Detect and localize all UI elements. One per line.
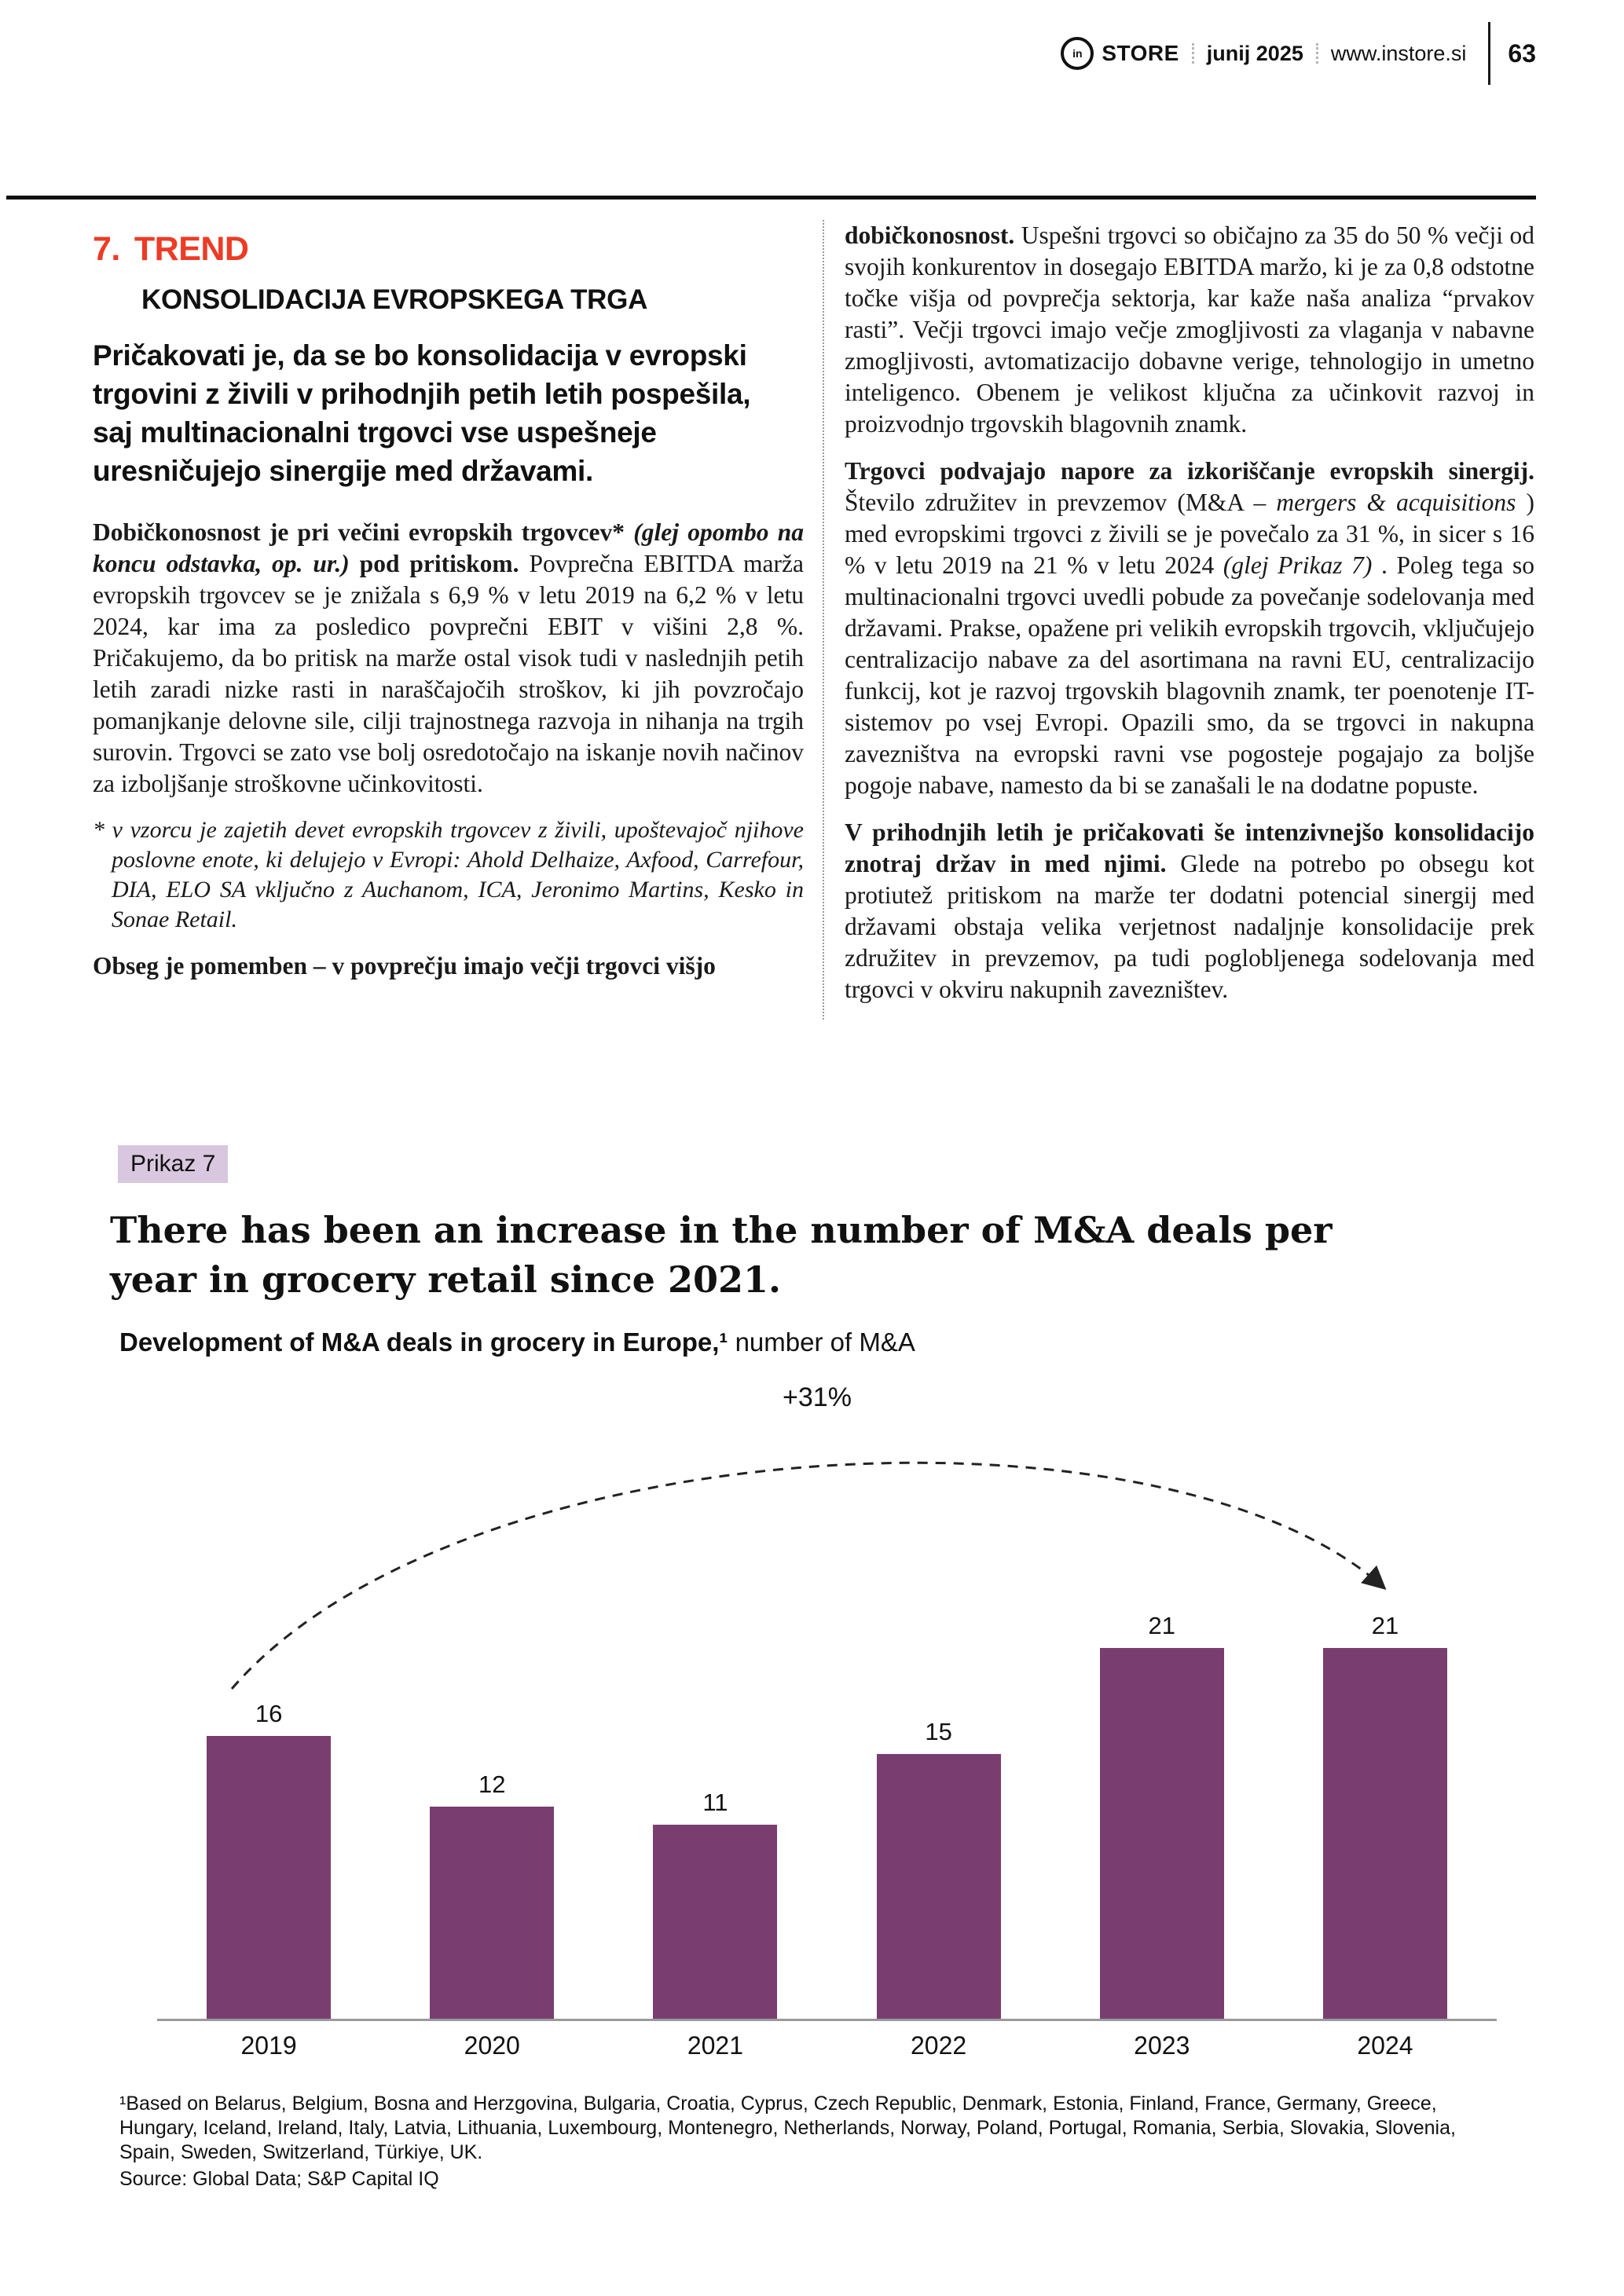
section-label: TREND — [134, 230, 249, 268]
article-headline: KONSOLIDACIJA EVROPSKEGA TRGA — [141, 284, 648, 315]
bar-group-2021 — [603, 1789, 827, 2020]
figure-footnote: ¹Based on Belarus, Belgium, Bosna and Herzgovina, Bulgaria, Croatia, Cyprus, Czech Republic, Denmark, Estonia, Finland, France, Germany, Greece, Hungary, Iceland, Ireland, Italy, Latvia, Lithuania, Luxembourg, Montenegro, Netherlands, Norway, Poland, Portugal, Romania, Serbia, Slovakia, Slovenia, Spain, Sweden, Switzerland, Türkiye, UK. — [119, 2093, 1456, 2163]
figure-notes — [119, 2092, 1490, 2192]
paragraph-text: Povprečna EBITDA marža evropskih trgovcev se je znižala s 6,9 % v letu 2019 na 6,2 % v letu 2024, kar ima za posledico povprečni EBIT v višini 2,8 %. Pričakujemo, da bo pritisk na marže ostal visok tudi v naslednjih petih letih zaradi nizke rasti in naraščajočih stroškov, ki jih povzročajo pomanjkanje delovne sile, cilji trajnostnega razvoja in nihanja na trgih surovin. Trgovci se zato vse bolj osredotočajo na iskanje novih načinov za izboljšanje stroškovne učinkovitosti. — [93, 550, 804, 797]
bar — [430, 1807, 554, 2019]
paragraph-text: ) med evropskimi trgovci z živili se je povečalo za 31 %, in sicer s 16 % v letu 2019 na 21 % v letu 2024 — [845, 489, 1535, 579]
section-number: 7. — [93, 230, 120, 268]
figure-reference: (glej Prikaz 7) — [1223, 551, 1373, 579]
issue-date: junij 2025 — [1206, 41, 1303, 65]
chart-plot — [157, 1595, 1497, 2021]
paragraph-lead: V prihodnjih letih je pričakovati še intenzivnejšo konsolidacijo znotraj držav in med njimi. — [845, 818, 1534, 877]
figure-source: Source: Global Data; S&P Capital IQ — [119, 2168, 439, 2190]
bar-group-2024 — [1274, 1612, 1497, 2020]
header-rule — [6, 196, 1536, 200]
header-divider-icon — [1192, 43, 1194, 64]
page-header — [1061, 22, 1536, 85]
bar-value-label: 21 — [1371, 1611, 1399, 1639]
chart-x-axis — [157, 2031, 1497, 2060]
left-column — [93, 517, 804, 998]
instore-logo-icon: in — [1061, 37, 1094, 70]
article-standfirst: Pričakovati je, da se bo konsolidacija v evropski trgovini z živili v prihodnjih petih letih pospešila, saj multinacionalni trgovci vse uspešneje uresničujejo sinergije med državami. — [93, 339, 751, 487]
bar-value-label: 11 — [702, 1788, 728, 1816]
x-axis-label: 2024 — [1357, 2031, 1413, 2060]
paragraph-text: Število združitev in prevzemov (M&A – — [845, 489, 1277, 516]
paragraph — [845, 220, 1534, 440]
bar — [653, 1825, 777, 2020]
bar — [207, 1736, 331, 2019]
section-kicker — [93, 230, 248, 269]
x-axis-label: 2022 — [911, 2031, 967, 2060]
bar-group-2020 — [380, 1771, 603, 2019]
figure-title: There has been an increase in the number of M&A deals per year in grocery retail since 2021. — [110, 1209, 1333, 1301]
paragraph-lead: pod pritiskom. — [359, 550, 519, 577]
page-number-rule — [1488, 22, 1490, 85]
x-axis-label: 2023 — [1134, 2031, 1190, 2060]
website-url: www.instore.si — [1330, 41, 1467, 65]
paragraph — [845, 456, 1534, 801]
bar — [877, 1754, 1001, 2020]
figure-subtitle-unit: number of M&A — [728, 1327, 915, 1357]
figure-subtitle-bold: Development of M&A deals in grocery in Europe,¹ — [119, 1327, 728, 1357]
paragraph-text: Glede na potrebo po obsegu kot protiutež pritiskom na marže ter dodatni potencial sinergij med državami obstaja velika verjetnost nadaljnje konsolidacije prek združitev in prevzemov, pa tudi poglobljenega sodelovanja med trgovci v okviru nakupnih zavezništev. — [845, 850, 1534, 1003]
paragraph — [845, 817, 1534, 1005]
growth-annotation: +31% — [783, 1382, 852, 1412]
x-axis-label: 2020 — [464, 2031, 520, 2060]
bar-group-2023 — [1050, 1612, 1274, 2020]
x-axis-label: 2019 — [240, 2031, 297, 2060]
sample-footnote: * v vzorcu je zajetih devet evropskih trgovcev z živili, upoštevajoč njihove poslovne enote, ki delujejo v Evropi: Ahold Delhaize, Axfood, Carrefour, DIA, ELO SA vključno z Auchanom, ICA, Jeronimo Martins, Kesko in Sonae Retail. — [93, 817, 804, 932]
column-divider — [823, 220, 824, 1020]
x-axis-label: 2021 — [687, 2031, 744, 2060]
editor-note: (glej opombo na koncu odstavka, op. ur.) — [93, 518, 804, 577]
paragraph-text: . Poleg tega so multinacionalni trgovci uvedli pobude za povečanje sodelovanja med državami. Prakse, opažene pri velikih evropskih trgovcih, vključujejo centralizacijo nabave za del asortimana na ravni EU, centralizacijo funkcij, kot je razvoj trgovskih blagovnih znamk, ter poenotenje IT-sistemov po vsej Evropi. Opazili smo, da se trgovci in nakupna zavezništva na evropski ravni vse pogosteje pogajajo za boljše pogoje nabave, namesto da bi se zanašali le na dodatne popuste. — [845, 551, 1534, 799]
figure-subtitle — [119, 1327, 915, 1357]
bar — [1323, 1648, 1447, 2020]
page-number: 63 — [1508, 38, 1536, 68]
paragraph — [93, 950, 804, 982]
figure-badge: Prikaz 7 — [118, 1145, 228, 1183]
header-divider-icon — [1316, 43, 1318, 64]
bar-value-label: 12 — [478, 1771, 506, 1798]
right-column — [845, 220, 1534, 1021]
bar-group-2019 — [157, 1700, 380, 2019]
paragraph-lead: dobičkonosnost. — [845, 222, 1015, 249]
paragraph-lead: Trgovci podvajajo napore za izkoriščanje evropskih sinergij. — [845, 457, 1534, 485]
italic-term: mergers & acquisitions — [1276, 489, 1516, 516]
paragraph-text: Uspešni trgovci so običajno za 35 do 50 % večji od svojih konkurentov in dosegajo EBITDA maržo, ki je za 0,8 odstotne točke višja od povprečja sektorja, kar kaže naša analiza “prvakov rasti”. Večji trgovci imajo večje zmogljivosti za vlaganja v nabavne zmogljivosti, avtomatizacijo dobavne verige, tehnologijo in umetno inteligenco. Obenem je velikost ključna za učinkovit razvoj in proizvodnjo trgovskih blagovnih znamk. — [845, 222, 1535, 438]
bar-group-2022 — [827, 1718, 1050, 2020]
bar-value-label: 15 — [925, 1717, 952, 1745]
paragraph — [93, 517, 804, 800]
paragraph-lead: Dobičkonosnost je pri večini evropskih trgovcev* — [93, 518, 634, 546]
logo-text: STORE — [1102, 41, 1179, 65]
bar — [1100, 1648, 1224, 2020]
bar-value-label: 21 — [1148, 1611, 1176, 1639]
bar-value-label: 16 — [255, 1700, 283, 1727]
paragraph-lead: Obseg je pomemben – v povprečju imajo večji trgovci višjo — [93, 952, 716, 980]
